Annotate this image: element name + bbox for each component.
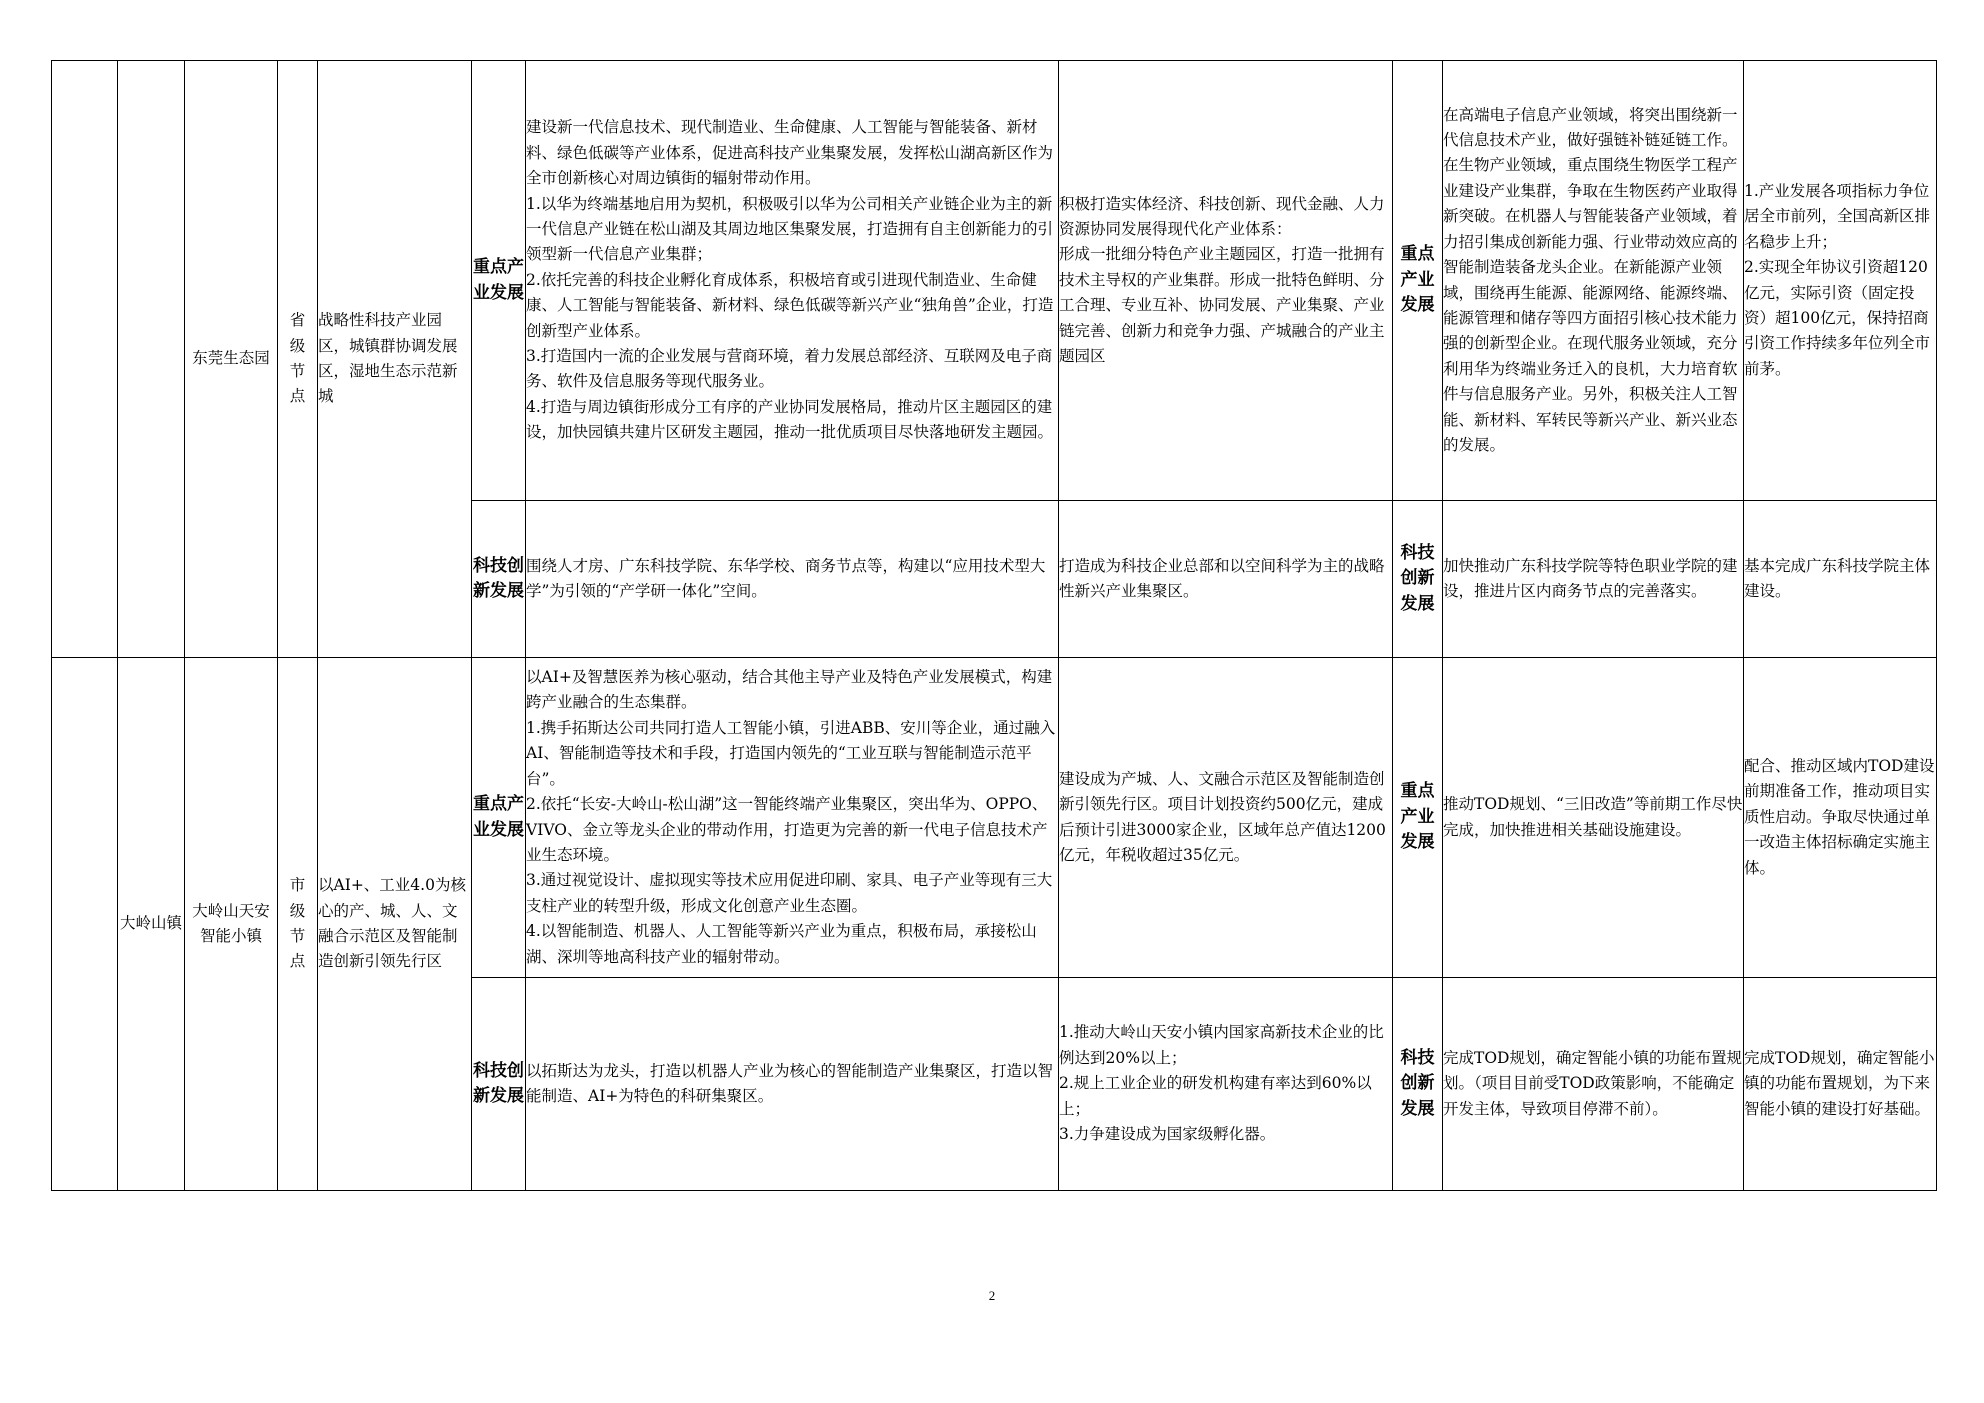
empty-cell xyxy=(52,61,118,658)
target-cell: 完成TOD规划，确定智能小镇的功能布置规划，为下来智能小镇的建设打好基础。 xyxy=(1744,978,1937,1191)
table-row xyxy=(52,61,1937,501)
page-number: 2 xyxy=(988,1288,996,1303)
content-cell: 建设新一代信息技术、现代制造业、生命健康、人工智能与智能装备、新材料、绿色低碳等产业体系，促进高科技产业集聚发展，发挥松山湖高新区作为全市创新核心对周边镇街的辐射带动作用。 1.以华为终端基地启用为契机，积极吸引以华为公司相关产业链企业为主的新一代信息产业链在松山湖及其周边地区集聚发展，打造拥有自主创新能力的引领型新一代信息产业集群； 2.依托完善的科技企业孵化育成体系，积极培育或引进现代制造业、生命健康、人工智能与智能装备、新材料、绿色低碳等新兴产业“独角兽”企业，打造创新型产业体系。 3.打造国内一流的企业发展与营商环境，着力发展总部经济、互联网及电子商务、软件及信息服务等现代服务业。 4.打造与周边镇街形成分工有序的产业协同发展格局，推动片区主题园区的建设，加快园镇共建片区研发主题园，推动一批优质项目尽快落地研发主题园。 xyxy=(526,61,1059,501)
progress-cell: 加快推动广东科技学院等特色职业学院的建设，推进片区内商务节点的完善落实。 xyxy=(1443,501,1744,658)
park-name-cell: 东莞生态园 xyxy=(185,61,278,658)
goal-cell: 建设成为产城、人、文融合示范区及智能制造创新引领先行区。项目计划投资约500亿元，建成后预计引进3000家企业，区域年总产值达1200亿元，年税收超过35亿元。 xyxy=(1059,658,1393,978)
goal-cell: 打造成为科技企业总部和以空间科学为主的战略性新兴产业集聚区。 xyxy=(1059,501,1393,658)
section-label: 重点产业发展 xyxy=(472,658,526,978)
content-cell: 以拓斯达为龙头，打造以机器人产业为核心的智能制造产业集聚区，打造以智能制造、AI+为特色的科研集聚区。 xyxy=(526,978,1059,1191)
park-name-cell: 大岭山天安智能小镇 xyxy=(185,658,278,1191)
target-cell: 配合、推动区域内TOD建设前期准备工作，推动项目实质性启动。争取尽快通过单一改造主体招标确定实施主体。 xyxy=(1744,658,1937,978)
planning-table xyxy=(51,60,1937,1191)
target-cell: 1.产业发展各项指标力争位居全市前列，全国高新区排名稳步上升； 2.实现全年协议引资超120亿元，实际引资（固定投资）超100亿元，保持招商引资工作持续多年位列全市前茅。 xyxy=(1744,61,1937,501)
town-cell: 大岭山镇 xyxy=(118,658,185,1191)
section-label-2: 重点产业发展 xyxy=(1393,61,1443,501)
goal-cell: 1.推动大岭山天安小镇内国家高新技术企业的比例达到20%以上； 2.规上工业企业的研发机构建有率达到60%以上； 3.力争建设成为国家级孵化器。 xyxy=(1059,978,1393,1191)
town-cell xyxy=(118,61,185,658)
node-level-cell: 市级节点 xyxy=(278,658,318,1191)
section-label: 科技创新发展 xyxy=(472,978,526,1191)
section-label: 科技创新发展 xyxy=(472,501,526,658)
target-cell: 基本完成广东科技学院主体建设。 xyxy=(1744,501,1937,658)
progress-cell: 推动TOD规划、“三旧改造”等前期工作尽快完成，加快推进相关基础设施建设。 xyxy=(1443,658,1744,978)
section-label-2: 科技创新发展 xyxy=(1393,978,1443,1191)
table-row xyxy=(52,658,1937,978)
progress-cell: 完成TOD规划，确定智能小镇的功能布置规划。（项目目前受TOD政策影响，不能确定开发主体，导致项目停滞不前）。 xyxy=(1443,978,1744,1191)
progress-cell: 在高端电子信息产业领域，将突出围绕新一代信息技术产业，做好强链补链延链工作。在生物产业领域，重点围绕生物医学工程产业建设产业集群，争取在生物医药产业取得新突破。在机器人与智能装备产业领域，着力招引集成创新能力强、行业带动效应高的智能制造装备龙头企业。在新能源产业领域，围绕再生能源、能源网络、能源终端、能源管理和储存等四方面招引核心技术能力强的创新型企业。在现代服务业领域，充分利用华为终端业务迁入的良机，大力培育软件与信息服务产业。另外，积极关注人工智能、新材料、军转民等新兴产业、新兴业态的发展。 xyxy=(1443,61,1744,501)
content-cell: 以AI+及智慧医养为核心驱动，结合其他主导产业及特色产业发展模式，构建跨产业融合的生态集群。 1.携手拓斯达公司共同打造人工智能小镇，引进ABB、安川等企业，通过融入AI、智能制造等技术和手段，打造国内领先的“工业互联与智能制造示范平台”。 2.依托“长安-大岭山-松山湖”这一智能终端产业集聚区，突出华为、OPPO、VIVO、金立等龙头企业的带动作用，打造更为完善的新一代电子信息技术产业生态环境。 3.通过视觉设计、虚拟现实等技术应用促进印刷、家具、电子产业等现有三大支柱产业的转型升级，形成文化创意产业生态圈。 4.以智能制造、机器人、人工智能等新兴产业为重点，积极布局，承接松山湖、深圳等地高科技产业的辐射带动。 xyxy=(526,658,1059,978)
positioning-cell: 战略性科技产业园区，城镇群协调发展区，湿地生态示范新城 xyxy=(318,61,472,658)
node-level-cell: 省级节点 xyxy=(278,61,318,658)
section-label-2: 科技创新发展 xyxy=(1393,501,1443,658)
positioning-cell: 以AI+、工业4.0为核心的产、城、人、文融合示范区及智能制造创新引领先行区 xyxy=(318,658,472,1191)
section-label-2: 重点产业发展 xyxy=(1393,658,1443,978)
goal-cell: 积极打造实体经济、科技创新、现代金融、人力资源协同发展得现代化产业体系： 形成一批细分特色产业主题园区，打造一批拥有技术主导权的产业集群。形成一批特色鲜明、分工合理、专业互补、协同发展、产业集聚、产业链完善、创新力和竞争力强、产城融合的产业主题园区 xyxy=(1059,61,1393,501)
content-cell: 围绕人才房、广东科技学院、东华学校、商务节点等，构建以“应用技术型大学”为引领的“产学研一体化”空间。 xyxy=(526,501,1059,658)
section-label: 重点产业发展 xyxy=(472,61,526,501)
empty-cell xyxy=(52,658,118,1191)
